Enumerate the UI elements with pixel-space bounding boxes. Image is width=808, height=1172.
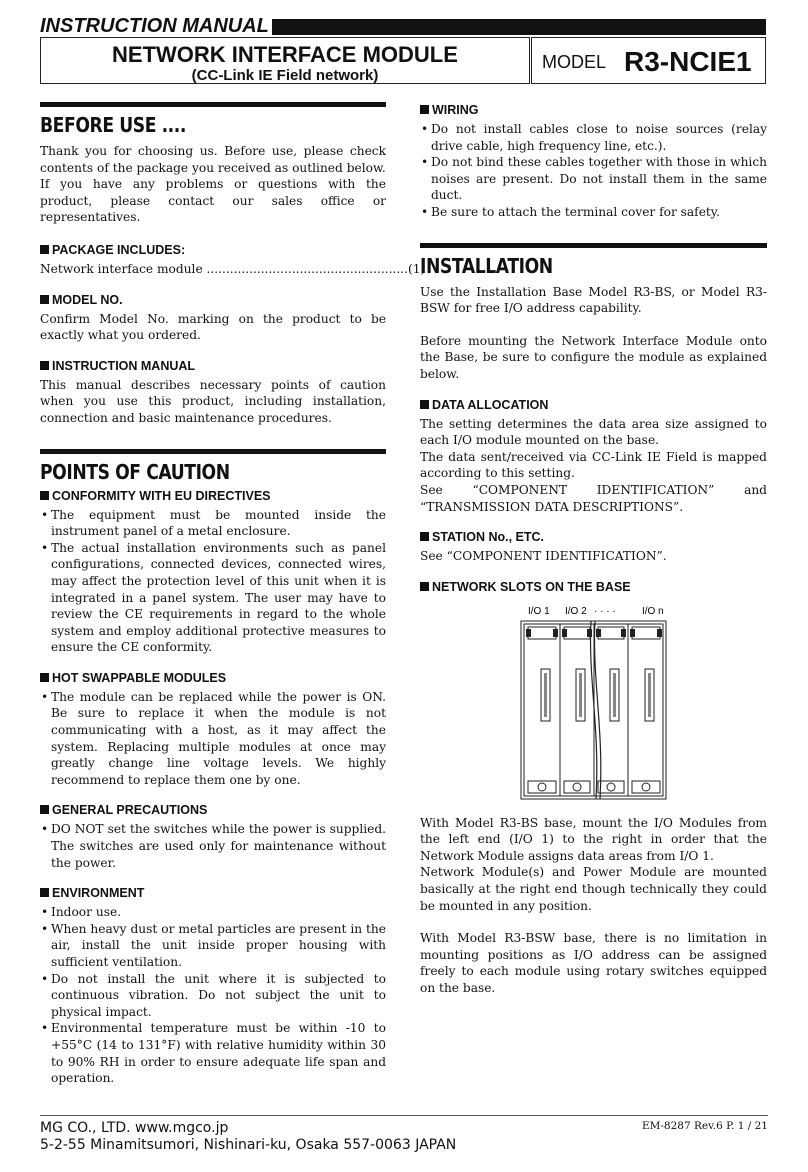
left-column	[40, 102, 426, 1087]
alloc-p3: See “COMPONENT IDENTIFICATION” and “TRANSMISSION DATA DESCRIPTIONS”.	[420, 482, 767, 514]
installation-p1: Use the Installation Base Model R3-BS, or Model R3-BSW for free I/O address capability.	[420, 284, 767, 316]
before-use-p2: If you have any problems or questions with the product, please contact our sales office or representatives.	[40, 177, 386, 225]
title-box	[40, 37, 530, 84]
document-title: NETWORK INTERFACE MODULE	[112, 42, 458, 67]
model-label: MODEL	[542, 52, 607, 72]
network-slots-heading: NETWORK SLOTS ON THE BASE	[420, 579, 767, 595]
model-box	[531, 37, 766, 84]
base-diagram	[420, 599, 767, 805]
model-value: R3-NCIE1	[624, 46, 752, 77]
list-item: • DO NOT set the switches while the power is supplied. The switches are used only for maintenance without the power.	[40, 821, 386, 871]
installation-p3: With Model R3-BS base, mount the I/O Modules from the left end (I/O 1) to the right in order that the Network Module assigns data areas from I/O 1.	[420, 815, 767, 863]
general-list	[40, 821, 386, 871]
footer-doc-ref: EM-8287 Rev.6 P. 1 / 21	[641, 1120, 768, 1132]
section-rule	[420, 243, 767, 248]
list-item: • The actual installation environments such as panel configurations, connected devices, connected wires, may affect the protection level of this unit when it is integrated in a panel system. The user may have to review the CE requirements in regard to the whole system and employ additional protective measures to ensure the CE conformity.	[40, 540, 386, 656]
eu-heading: CONFORMITY WITH EU DIRECTIVES	[40, 488, 386, 504]
list-item: • Indoor use.	[40, 904, 386, 921]
wiring-list	[420, 121, 767, 221]
data-allocation-heading: DATA ALLOCATION	[420, 397, 767, 413]
installation-heading: INSTALLATION	[420, 253, 553, 278]
base-slots-figure	[420, 599, 767, 805]
hot-swap-list	[40, 689, 386, 789]
environment-heading: ENVIRONMENT	[40, 885, 386, 901]
before-use-heading: BEFORE USE ....	[40, 113, 186, 137]
installation-p5: With Model R3-BSW base, there is no limitation in mounting positions as I/O address can be assigned freely to each module using rotary switches equipped on the base.	[420, 931, 767, 996]
package-heading: PACKAGE INCLUDES:	[40, 242, 386, 258]
model-no-heading: MODEL NO.	[40, 292, 386, 308]
alloc-p2: The data sent/received via CC-Link IE Field is mapped according to this setting.	[420, 449, 767, 481]
fig-label-io2: I/O 2	[565, 605, 587, 617]
fig-label-dots: · · · ·	[594, 605, 616, 617]
eu-list	[40, 507, 386, 656]
document-subtitle: (CC-Link IE Field network)	[191, 67, 379, 84]
before-use-p1: Thank you for choosing us. Before use, please check contents of the package you received as outlined below.	[40, 144, 386, 175]
caution-heading: POINTS OF CAUTION	[40, 459, 230, 484]
fig-label-io1: I/O 1	[528, 605, 550, 617]
hot-swap-heading: HOT SWAPPABLE MODULES	[40, 670, 386, 686]
list-item: • Be sure to attach the terminal cover for safety.	[420, 204, 767, 221]
list-item: • The equipment must be mounted inside the instrument panel of a metal enclosure.	[40, 507, 386, 540]
alloc-p1: The setting determines the data area size assigned to each I/O module mounted on the base.	[420, 416, 767, 448]
manual-heading: INSTRUCTION MANUAL	[40, 358, 386, 374]
list-item: • The module can be replaced while the power is ON. Be sure to replace it when the module is not communicating with a host, as it may affect the system. Replacing multiple modules at once may greatly change line voltage levels. We highly recommend to replace them one by one.	[40, 689, 386, 789]
list-item: • Do not bind these cables together with those in which noises are present. Do not install them in the same duct.	[420, 154, 767, 204]
manual-label: INSTRUCTION MANUAL	[40, 15, 269, 37]
list-item: • When heavy dust or metal particles are present in the air, install the unit inside proper housing with sufficient ventilation.	[40, 921, 386, 971]
section-rule	[40, 102, 386, 107]
section-rule	[40, 449, 386, 454]
station-heading: STATION No., ETC.	[420, 529, 767, 545]
installation-p2: Before mounting the Network Interface Module onto the Base, be sure to configure the module as explained below.	[420, 333, 767, 381]
installation-p4: Network Module(s) and Power Module are mounted basically at the right end though technically they could be mounted in any position.	[420, 865, 767, 913]
footer-address: 5-2-55 Minamitsumori, Nishinari-ku, Osaka 557-0063 JAPAN	[40, 1137, 457, 1153]
right-column	[420, 102, 767, 997]
list-item: • Do not install cables close to noise sources (relay drive cable, high frequency line, etc.).	[420, 121, 767, 154]
wiring-heading: WIRING	[420, 102, 767, 118]
footer-rule	[40, 1115, 768, 1116]
model-no-text: Confirm Model No. marking on the product to be exactly what you ordered.	[40, 311, 386, 343]
list-item: • Environmental temperature must be within -10 to +55°C (14 to 131°F) with relative humidity within 30 to 90% RH in order to ensure adequate life span and operation.	[40, 1020, 386, 1086]
general-heading: GENERAL PRECAUTIONS	[40, 802, 386, 818]
package-item: Network interface module ....................................................(1)	[40, 261, 426, 276]
environment-list	[40, 904, 386, 1087]
header-bar	[272, 19, 766, 35]
fig-label-ion: I/O n	[642, 605, 664, 617]
manual-text: This manual describes necessary points of caution when you use this product, including installation, connection and basic maintenance procedures.	[40, 377, 386, 425]
footer-company: MG CO., LTD. www.mgco.jp	[40, 1120, 229, 1136]
list-item: • Do not install the unit where it is subjected to continuous vibration. Do not subject the unit to physical impact.	[40, 971, 386, 1021]
station-text: See “COMPONENT IDENTIFICATION”.	[420, 549, 667, 564]
